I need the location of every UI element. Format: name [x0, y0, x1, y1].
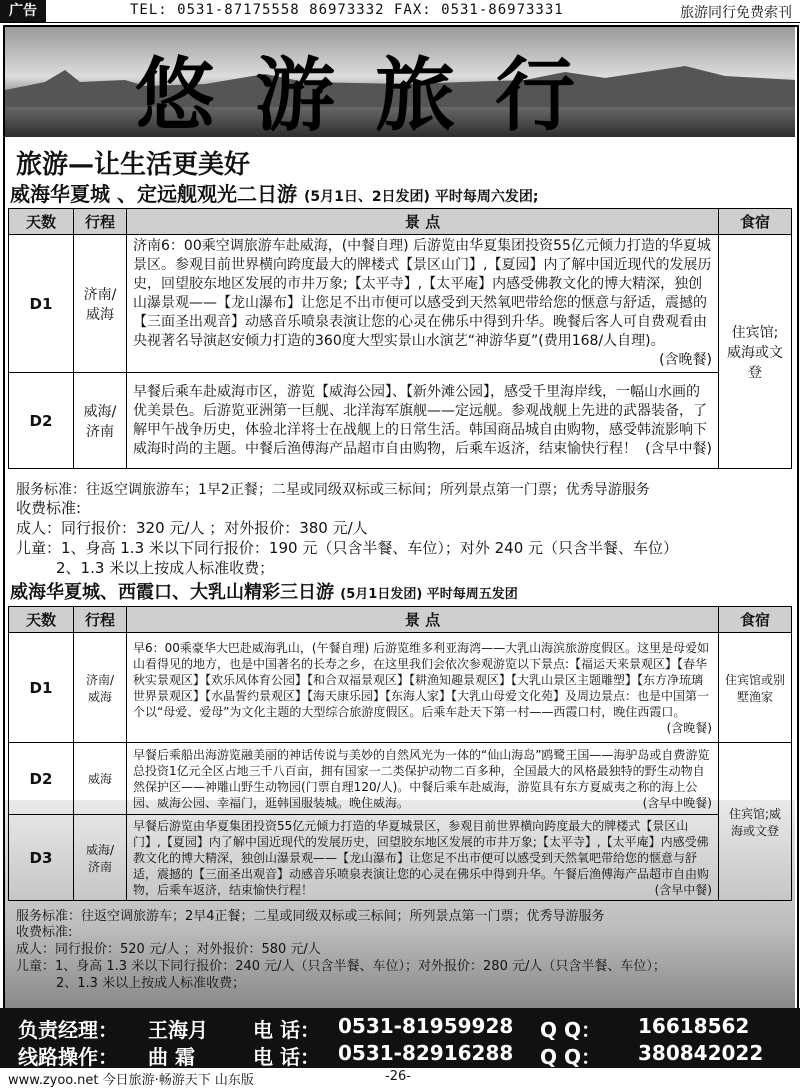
col-food: 食宿 [719, 209, 792, 235]
contact-footer [0, 1008, 800, 1068]
tour1-name: 威海华夏城 、定远舰观光二日游 [10, 182, 297, 206]
header-contact: TEL: 0531-87175558 86973332 FAX: 0531-86973331 [130, 2, 564, 18]
day-label: D3 [9, 815, 74, 901]
price-line: 2、1.3 米以上按成人标准收费； [56, 559, 275, 577]
contact-name: 曲 霜 [148, 1045, 195, 1069]
day-label: D2 [9, 373, 74, 469]
tour2-prices [16, 924, 786, 992]
tour1-note: (5月1日、2日发团) 平时每周六发团; [303, 189, 539, 205]
desc-text: 早6：00乘豪华大巴赴威海乳山，(午餐自理) 后游览维多利亚海湾——大乳山海滨旅游度假区。这里是母爱如山看得见的地方，也是中国著名的长寿之乡，在这里我们会依次参观游览以下景点:【福运天来景观区】【春华秋实景观区】【欢乐风体育公园】【和合双福景观区】【耕渔知趣景观区】【大乳山景区主题雕塑】【东方净琉璃世界景观区】【水晶誓约景观区】【海天康乐园】【东海人家】【大乳山母爱文化苑】及周边景点：也是中国第一个以“母爱、爱母”为文化主题的大型综合旅游度假区。后乘车赴天下第一村——西霞口村，晚住西霞口。 [133, 640, 710, 719]
col-route: 行程 [74, 607, 127, 633]
table-row [9, 633, 792, 743]
contact-phone: 0531-81959928 [338, 1014, 514, 1038]
day-description [127, 633, 719, 743]
contact-phone: 0531-82916288 [338, 1041, 514, 1065]
tour1-prices [16, 498, 678, 578]
tour2-title [10, 578, 518, 604]
contact-name: 王海月 [148, 1018, 208, 1042]
lodging: 住宾馆;威海或文登 [719, 235, 792, 469]
route-label: 济南/威海 [74, 633, 127, 743]
desc-text: 早餐后乘船出海游览融美丽的神话传说与美妙的自然风光为一体的“仙山海岛”鸥鹭王国——海驴岛或自费游览总投资1亿元全区占地三千八百亩，拥有国家一二类保护动物二百多种，全国最大的风格最独特的野生动物自然保护区——神雕山野生动物园(门票自理120/人)。中餐后乘车赴威海，游览具有东方夏威夷之称的海上公园、威海公园、幸福门，逛韩国服装城。晚住威海。 [133, 747, 710, 810]
col-route: 行程 [74, 209, 127, 235]
meal-info: (含晚餐) [666, 720, 712, 735]
desc-text: 济南6：00乘空调旅游车赴威海，(中餐自理) 后游览由华夏集团投资55亿元倾力打造的华夏城景区。参观目前世界横向跨度最大的牌楼式【景区山门】,【夏园】内了解中国近现代的发展历史，回望胶东地区发展的市井万象;【太平寺】,【太平庵】内感受佛教文化的博大精深，独创山瀑景观——【龙山瀑布】让您足不出市便可以感受到天然氧吧带给您的惬意与舒适，震撼的【三面圣出观音】动感音乐喷泉表演让您的心灵在佛乐中得到升华。晚餐后客人可自费观看由央视著名导演赵安倾力打造的360度大型实景山水演艺“神游华夏”(费用168/人自理)。 [133, 238, 712, 349]
route-label: 济南/威海 [74, 235, 127, 373]
col-sights: 景 点 [127, 607, 719, 633]
price-line: 收费标准: [16, 925, 73, 940]
top-bar [0, 0, 800, 23]
header-right-text: 旅游同行免费索刊 [680, 5, 792, 21]
qq-label: Q Q： [540, 1045, 601, 1069]
table-row [9, 743, 792, 815]
table-row [9, 815, 792, 901]
tour2-itinerary-table [8, 606, 792, 901]
meal-info: (含早中晚餐) [642, 795, 712, 810]
route-label: 威海 [74, 743, 127, 815]
contact-qq: 16618562 [638, 1014, 750, 1038]
phone-label: 电 话： [253, 1018, 320, 1042]
page-footer [0, 1068, 800, 1086]
phone-label: 电 话： [253, 1045, 320, 1069]
table-header-row [9, 209, 792, 235]
tour1-title [10, 178, 538, 207]
price-line: 儿童：1、身高 1.3 米以下同行报价：190 元（只含半餐、车位）；对外 240 元（只含半餐、车位） [16, 539, 679, 557]
price-line: 成人：同行报价：520 元/人 ；对外报价：580 元/人 [16, 942, 321, 957]
desc-text: 早餐后乘车赴威海市区，游览【威海公园】、【新外滩公园】，感受千里海岸线，一幅山水画的优美景色。后游览亚洲第一巨舰、北洋海军旗舰——定远舰。参观战舰上先进的武器装备，了解甲午战争历史，体验北洋将士在战舰上的日常生活。韩国商品城自由购物，感受韩流影响下威海时尚的主题。中餐后渔傅海产品超市自由购物，后乘车返济，结束愉快行程！ [133, 383, 707, 457]
day-description [127, 743, 719, 815]
meal-info: (含晚餐) [659, 352, 712, 368]
tour2-note: (5月1日发团) 平时每周五发团 [340, 587, 518, 602]
footer-site: www.zyoo.net 今日旅游·畅游天下 山东版 [8, 1073, 254, 1088]
table-row [9, 373, 792, 469]
col-sights: 景 点 [127, 209, 719, 235]
contact-role: 负责经理： [18, 1018, 118, 1042]
col-day: 天数 [9, 607, 74, 633]
route-label: 威海/济南 [74, 815, 127, 901]
qq-label: Q Q： [540, 1018, 601, 1042]
day-label: D1 [9, 235, 74, 373]
tour1-service: 服务标准：往返空调旅游车；1早2正餐；二星或同级双标或三标间；所列景点第一门票；优秀导游服务 [16, 482, 650, 498]
meal-info: (含早中餐) [654, 882, 712, 897]
col-day: 天数 [9, 209, 74, 235]
brand-title: 悠游旅行 [135, 48, 615, 137]
lodging: 住宾馆;威海或文登 [719, 743, 792, 901]
tour2-name: 威海华夏城、西霞口、大乳山精彩三日游 [10, 582, 334, 603]
ad-tag: 广告 [0, 0, 46, 22]
price-line: 儿童：1、身高 1.3 米以下同行报价：240 元/人（只含半餐、车位）；对外报价：280 元/人（只含半餐、车位）； [16, 959, 666, 974]
col-food: 食宿 [719, 607, 792, 633]
page-number: -26- [385, 1069, 411, 1084]
slogan: 旅游—让生活更美好 [16, 150, 251, 180]
price-line: 成人：同行报价：320 元/人 ；对外报价：380 元/人 [16, 519, 368, 537]
contact-qq: 380842022 [638, 1041, 764, 1065]
day-label: D2 [9, 743, 74, 815]
day-description [127, 373, 719, 469]
table-row [9, 235, 792, 373]
tour1-itinerary-table [8, 208, 792, 469]
route-label: 威海/济南 [74, 373, 127, 469]
day-description [127, 815, 719, 901]
lodging: 住宾馆或别墅渔家 [719, 633, 792, 743]
tour2-service: 服务标准：往返空调旅游车；2早4正餐；二星或同级双标或三标间；所列景点第一门票；优秀导游服务 [16, 909, 605, 924]
price-line: 2、1.3 米以上按成人标准收费； [56, 976, 246, 991]
day-description [127, 235, 719, 373]
banner-image [5, 27, 795, 137]
meal-info: (含早中餐) [645, 440, 712, 457]
price-line: 收费标准: [16, 499, 82, 517]
day-label: D1 [9, 633, 74, 743]
contact-role: 线路操作： [18, 1045, 118, 1069]
table-header-row [9, 607, 792, 633]
desc-text: 早餐后游览由华夏集团投资55亿元倾力打造的华夏城景区，参观目前世界横向跨度最大的牌楼式【景区山门】,【夏园】内了解中国近现代的发展历史，回望胶东地区发展的市井万象;【太平寺】,【太平庵】内感受佛教文化的博大精深，独创山瀑景观——【龙山瀑布】让您足不出市便可以感受到天然氧吧带给您的惬意与舒适，震撼的【三面圣出观音】动感音乐喷泉表演让您的心灵在佛乐中得到升华。午餐后渔傅海产品超市自由购物，后乘车返济，结束愉快行程！ [133, 818, 710, 897]
